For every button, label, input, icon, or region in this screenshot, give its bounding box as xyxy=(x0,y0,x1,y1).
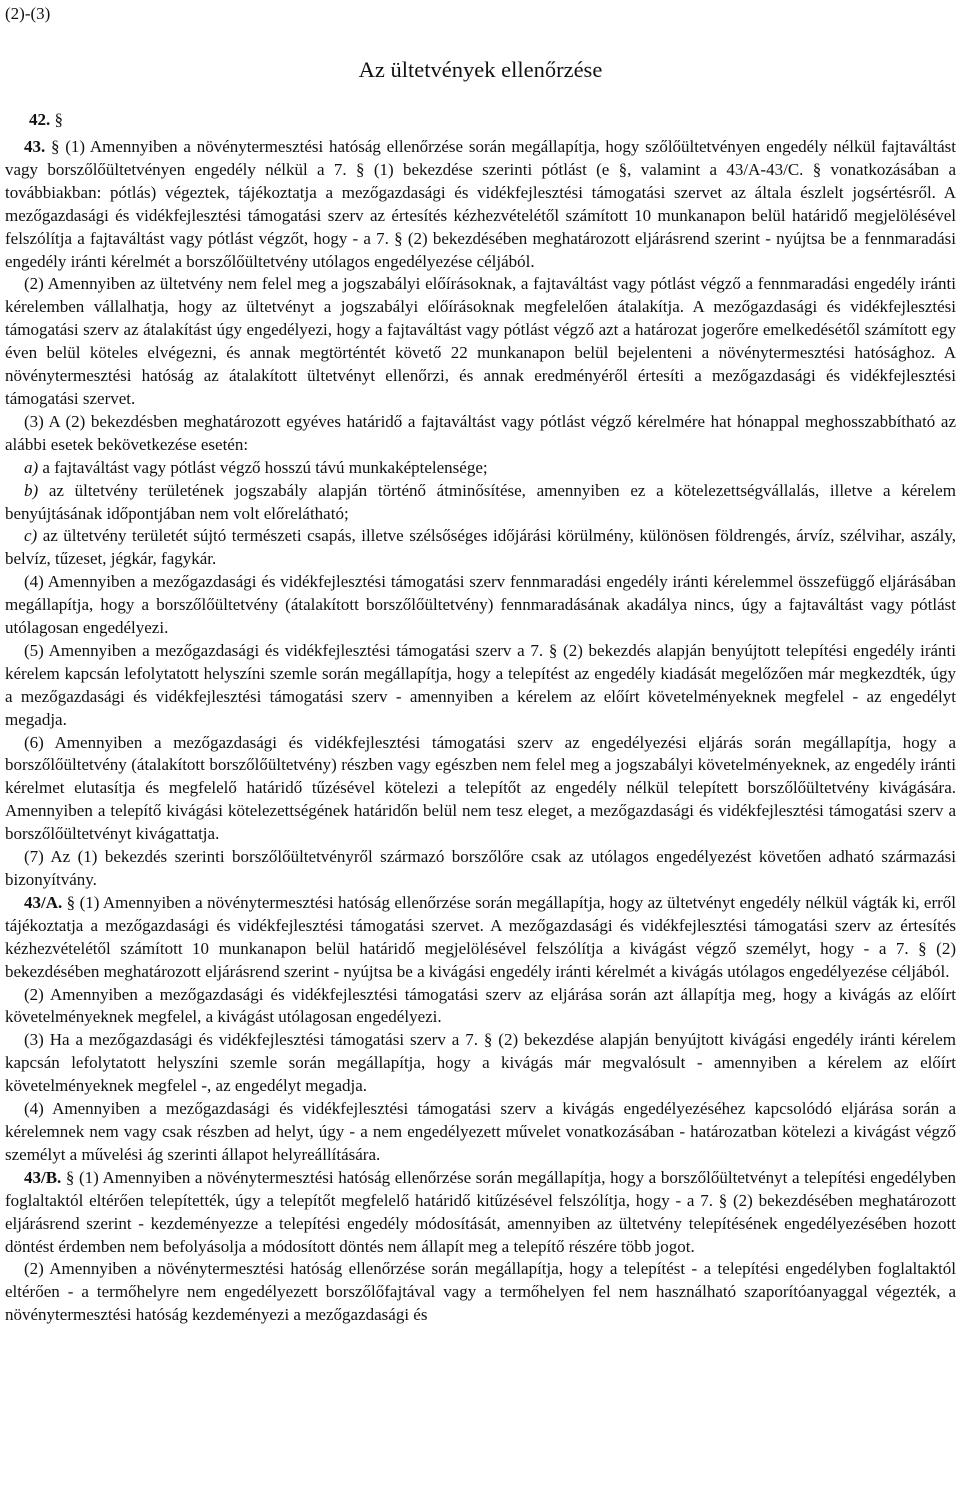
section-43-p1-text: § (1) Amennyiben a növénytermesztési hatóság ellenőrzése során megállapítja, hogy szőlőültetvényen engedély nélkül fajtaváltást vagy borszőlőültetvényen engedély nélkül a 7. § (1) bekezdése szerinti pótlást (e §, valamint a 43/A-43/C. § vonatkozásában a továbbiakban: pótlás) végeztek, tájékoztatja a mezőgazdasági és vidékfejlesztési támogatási szervet az általa észlelt jogsértésről. A mezőgazdasági és vidékfejlesztési támogatási szerv az értesítés kézhezvételétől számított 10 munkanapon belül határidő megjelölésével felszólítja a fajtaváltást vagy pótlást végzőt, hogy - a 7. § (2) bekezdésében meghatározott eljárásrend szerint - nyújtsa be a fennmaradási engedély iránti kérelmét a borszőlőültetvény utólagos engedélyezése céljából. xyxy=(5,137,956,271)
section-43-paragraph-1 xyxy=(5,136,956,273)
item-b-text: az ültetvény területének jogszabály alapján történő átminősítése, amennyiben ez a kötelezettségvállalás, illetve a kérelem benyújtásának időpontjában nem volt előrelátható; xyxy=(5,480,956,523)
section-43a-paragraph-3: (3) Ha a mezőgazdasági és vidékfejlesztési támogatási szerv a 7. § (2) bekezdése alapján benyújtott kivágási engedély iránti kérelem kapcsán lefolytatott helyszíni szemle során megállapítja, hogy a kivágás már megvalósult - amennyiben a kérelem az előírt követelményeknek megfelel -, az engedélyt megadja. xyxy=(5,1030,956,1096)
section-43a-paragraph-2: (2) Amennyiben a mezőgazdasági és vidékfejlesztési támogatási szerv az eljárása során azt állapítja meg, hogy a kivágás az előírt követelményeknek megfelel, a kivágást utólagosan engedélyezi. xyxy=(5,984,956,1027)
section-43a-paragraph-4: (4) Amennyiben a mezőgazdasági és vidékfejlesztési támogatási szerv a kivágás engedélyezéséhez kapcsolódó eljárása során a kérelemnek nem vagy csak részben ad helyt, úgy - a nem engedélyezett művelet vonatkozásában - határozatban kötelezi a kivágást végző személyt a művelési ág szerinti állapot helyreállítására. xyxy=(5,1099,956,1164)
document-body xyxy=(5,136,956,1327)
item-c-text: az ültetvény területét sújtó természeti csapás, illetve szélsőséges időjárási körülmény, különösen földrengés, árvíz, szélvihar, aszály, belvíz, tűzeset, jégkár, fagykár. xyxy=(5,526,956,569)
document-page xyxy=(5,0,956,1327)
section-43b-paragraph-2: (2) Amennyiben a növénytermesztési hatóság ellenőrzése során megállapítja, hogy a telepítést - a telepítési engedélyben foglaltaktól eltérően - a termőhelyre nem engedélyezett borszőlőfajtával vagy a termőhelyen fel nem használható szaporítóanyaggal végezték, a növénytermesztési hatóság kezdeményezi a mezőgazdasági és xyxy=(5,1259,956,1325)
item-a-text: a fajtaváltást vagy pótlást végző hosszú távú munkaképtelensége; xyxy=(38,457,488,477)
item-c-label: c) xyxy=(24,526,38,546)
section-43-paragraph-4: (4) Amennyiben a mezőgazdasági és vidékfejlesztési támogatási szerv fennmaradási engedély iránti kérelemmel összefüggő eljárásában megállapítja, hogy a borszőlőültetvény (átalakított borszőlőültetvény) fennmaradásának akadálya nincs, úgy a fajtaváltást vagy pótlást utólagosan engedélyezi. xyxy=(5,572,956,638)
section-43-paragraph-5: (5) Amennyiben a mezőgazdasági és vidékfejlesztési támogatási szerv a 7. § (2) bekezdés alapján benyújtott telepítési engedély iránti kérelem kapcsán lefolytatott helyszíni szemle során megállapítja, hogy a telepítést az engedély kiadását megelőzően már megkezdték, úgy a mezőgazdasági és vidékfejlesztési támogatási szerv - amennyiben a kérelem az előírt követelményeknek megfelel - az engedélyt megadja. xyxy=(5,640,956,729)
section-43-item-b xyxy=(5,480,956,526)
section-43-paragraph-2: (2) Amennyiben az ültetvény nem felel meg a jogszabályi előírásoknak, a fajtaváltást vagy pótlást végző a fennmaradási engedély iránti kérelemben vállalhatja, hogy az ültetvényt a jogszabályi előírásoknak megfelelően átalakítja. A mezőgazdasági és vidékfejlesztési támogatási szerv az átalakítást úgy engedélyezi, hogy a fajtaváltást vagy pótlást végző azt a határozat jogerőre emelkedésétől számított egy éven belül köteles elvégezni, és annak megtörténtét követő 22 munkanapon belül bejelenteni a növénytermesztési hatósághoz. A növénytermesztési hatóság az átalakított ültetvényt ellenőrzi, és annak eredményéről értesíti a mezőgazdasági és vidékfejlesztési támogatási szervet. xyxy=(5,274,956,408)
section-43-item-a xyxy=(5,457,956,480)
section-43b-number: 43/B. xyxy=(24,1167,62,1187)
page-title: Az ültetvények ellenőrzése xyxy=(358,57,603,82)
section-43-paragraph-6: (6) Amennyiben a mezőgazdasági és vidékfejlesztési támogatási szerv az engedélyezési eljárás során megállapítja, hogy a borszőlőültetvény (átalakított borszőlőültetvény) részben vagy egészben nem felel meg a jogszabályi követelményeknek, az engedély iránti kérelmet elutasítja és megfelelő határidő tűzésével kötelezi a telepítőt az engedély nélkül telepített borszőlőültetvény kivágására. Amennyiben a telepítő kivágási kötelezettségének határidőn belül nem tesz eleget, a mezőgazdasági és vidékfejlesztési támogatási szerv a borszőlőültetvényt kivágattatja. xyxy=(5,732,956,844)
section-43-paragraph-3: (3) A (2) bekezdésben meghatározott egyéves határidő a fajtaváltást vagy pótlást végző kérelmére hat hónappal meghosszabbítható az alábbi esetek bekövetkezése esetén: xyxy=(5,411,956,454)
item-b-label: b) xyxy=(24,480,39,500)
section-43a-number: 43/A. xyxy=(24,892,63,912)
section-43a-p1-text: § (1) Amennyiben a növénytermesztési hatóság ellenőrzése során megállapítja, hogy az ültetvényt engedély nélkül vágták ki, erről tájékoztatja a mezőgazdasági és vidékfejlesztési támogatási szervet. A mezőgazdasági és vidékfejlesztési támogatási szerv az értesítés kézhezvételétől számított 10 munkanapon belül határidő megjelölésével felszólítja a kivágást végző személyt, hogy - a 7. § (2) bekezdésében meghatározott eljárásrend szerint - nyújtsa be a kivágási engedély iránti kérelmét a kivágás utólagos engedélyezése céljából. xyxy=(5,892,956,981)
section-43b-p1-text: § (1) Amennyiben a növénytermesztési hatóság ellenőrzése során megállapítja, hogy a borszőlőültetvényt a telepítési engedélyben foglaltaktól eltérően telepítették, úgy a telepítőt megfelelő határidő kitűzésével felszólítja, hogy - a 7. § (2) bekezdésében meghatározott eljárásrend szerint - kezdeményezze a telepítési engedély módosítását, amennyiben az ültetvény telepítésének engedélyezésében hozott döntést érdemben nem befolyásolja a módosított döntés nem állapít meg a telepítő részére több jogot. xyxy=(5,1167,956,1256)
section-43b-paragraph-1 xyxy=(5,1167,956,1259)
section-42-number: 42. xyxy=(29,110,51,129)
section-42-mark: § xyxy=(50,110,63,129)
section-43a-paragraph-1 xyxy=(5,892,956,984)
section-42 xyxy=(5,108,956,131)
item-a-label: a) xyxy=(24,457,39,477)
page-header-ref: (2)-(3) xyxy=(5,4,51,23)
section-43-item-c xyxy=(5,525,956,571)
section-43-number: 43. xyxy=(24,137,46,156)
section-43-paragraph-7: (7) Az (1) bekezdés szerinti borszőlőültetvényről származó borszőlőre csak az utólagos engedélyezést követően adható származási bizonyítvány. xyxy=(5,847,956,889)
